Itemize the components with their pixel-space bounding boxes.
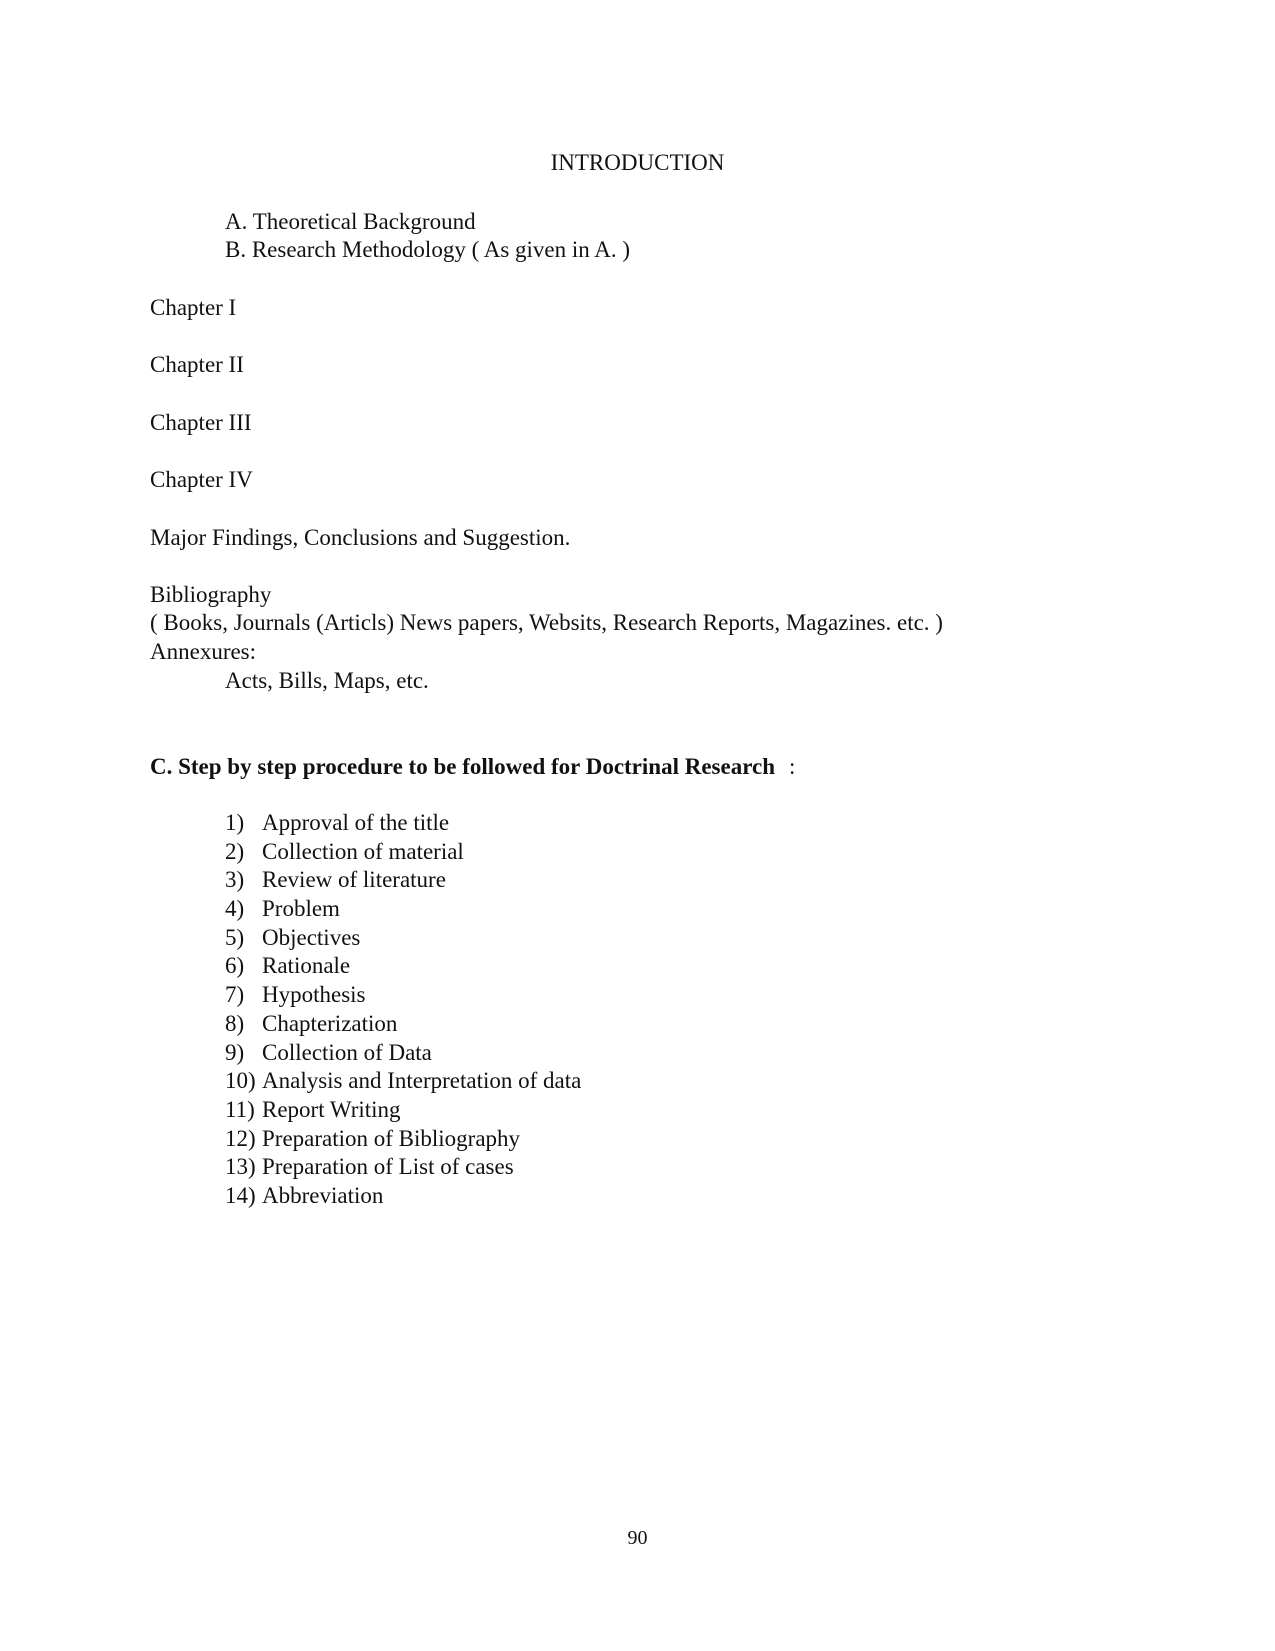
procedure-step-text: Chapterization: [262, 1010, 398, 1036]
procedure-step: [225, 952, 581, 981]
procedure-step-text: Objectives: [262, 924, 361, 950]
section-c-heading: C. Step by step procedure to be followed for Doctrinal Research: [150, 754, 775, 779]
procedure-step: [225, 924, 581, 953]
procedure-step-text: Analysis and Interpretation of data: [262, 1068, 582, 1094]
procedure-step-number: 1): [225, 810, 245, 835]
page-title: INTRODUCTION: [550, 150, 725, 175]
annexures-label: Annexures:: [150, 639, 257, 664]
procedure-step: [225, 1096, 581, 1125]
procedure-step-text: Review of literature: [262, 867, 446, 893]
chapter-2: Chapter II: [150, 352, 244, 377]
procedure-step-text: Preparation of List of cases: [262, 1154, 514, 1180]
section-c-colon: :: [789, 754, 796, 779]
procedure-step-text: Hypothesis: [262, 982, 366, 1008]
procedure-step-number: 9): [225, 1039, 245, 1065]
intro-item-theoretical-background: A. Theoretical Background: [225, 209, 476, 234]
procedure-step-number: 3): [225, 867, 245, 893]
procedure-step: [225, 1039, 581, 1068]
procedure-step-number: 14): [225, 1182, 256, 1208]
procedure-step-number: 7): [225, 982, 245, 1008]
bibliography-label: Bibliography: [150, 582, 272, 607]
procedure-step-text: Collection of Data: [262, 1039, 432, 1065]
procedure-step: [225, 1010, 581, 1039]
procedure-step-number: 8): [225, 1010, 245, 1036]
procedure-step: [225, 1182, 581, 1211]
procedure-step-number: 2): [225, 838, 245, 864]
procedure-step: [225, 1153, 581, 1182]
annexures-detail: Acts, Bills, Maps, etc.: [225, 668, 429, 693]
procedure-step-text: Preparation of Bibliography: [262, 1125, 521, 1151]
findings-line: Major Findings, Conclusions and Suggestion.: [150, 525, 571, 550]
procedure-step-number: 4): [225, 896, 245, 922]
procedure-step-text: Rationale: [262, 953, 351, 979]
page-number: 90: [627, 1527, 648, 1549]
procedure-step-text: Abbreviation: [262, 1182, 384, 1208]
intro-item-research-methodology: B. Research Methodology ( As given in A. ): [225, 237, 631, 262]
procedure-step-number: 6): [225, 953, 245, 979]
chapter-3: Chapter III: [150, 410, 252, 435]
procedure-step: [225, 838, 581, 867]
procedure-step: [225, 1067, 581, 1096]
procedure-step: [225, 1125, 581, 1154]
procedure-step-number: 12): [225, 1125, 256, 1151]
procedure-step-text: Collection of material: [262, 838, 464, 864]
bibliography-detail: ( Books, Journals (Articls) News papers, Websits, Research Reports, Magazines. etc. ): [150, 610, 943, 635]
procedure-step: [225, 895, 581, 924]
chapter-4: Chapter IV: [150, 467, 253, 492]
procedure-step-text: Problem: [262, 896, 340, 922]
procedure-step-number: 10): [225, 1068, 256, 1094]
section-c-heading-line: [150, 753, 795, 781]
chapter-1: Chapter I: [150, 295, 237, 320]
procedure-step: [225, 809, 581, 838]
procedure-step-number: 11): [225, 1096, 255, 1122]
procedure-step-text: Report Writing: [262, 1096, 401, 1122]
procedure-step: [225, 866, 581, 895]
procedure-step: [225, 981, 581, 1010]
procedure-step-number: 13): [225, 1154, 256, 1180]
procedure-step-number: 5): [225, 924, 245, 950]
procedure-steps-list: [225, 809, 581, 1211]
procedure-step-text: Approval of the title: [262, 810, 450, 835]
